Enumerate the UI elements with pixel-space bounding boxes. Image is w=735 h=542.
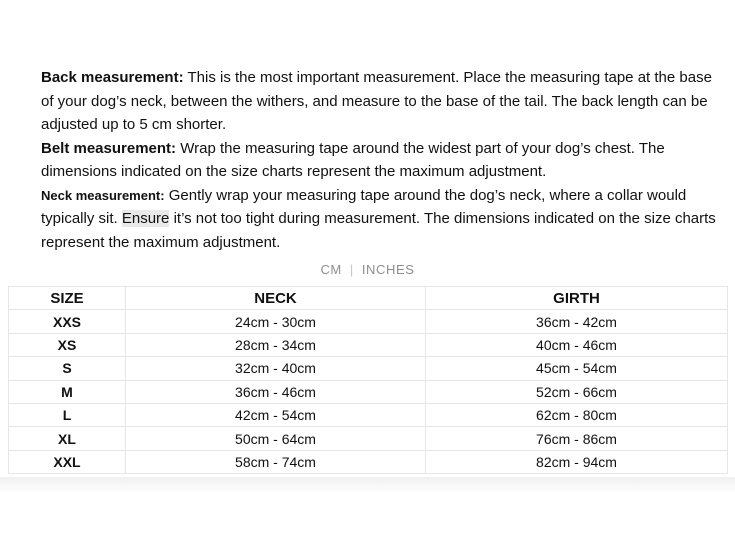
unit-toggle-separator: | [349,262,354,277]
measurement-guide [41,66,719,254]
girth-cell: 40cm - 46cm [426,333,728,356]
girth-cell: 82cm - 94cm [426,450,728,473]
table-row [9,333,728,356]
neck-cell: 50cm - 64cm [126,427,426,450]
girth-cell: 62cm - 80cm [426,403,728,426]
size-cell: XL [9,427,126,450]
col-header-girth: GIRTH [426,287,728,310]
highlighted-word: Ensure [121,210,170,227]
neck-measurement-text-before: Gently wrap your measuring tape around the dog’s neck, where a collar would typically sit. [41,186,687,227]
size-cell: XXS [9,310,126,333]
unit-toggle [0,262,735,277]
back-measurement-text: This is the most important measurement. Place the measuring tape at the base of your dog’s neck, between the withers, and measure to the base of the tail. The back length can be adjusted up to 5 cm shorter. [41,69,712,133]
size-cell: S [9,357,126,380]
size-cell: XS [9,333,126,356]
table-header-row [9,287,728,310]
girth-cell: 52cm - 66cm [426,380,728,403]
neck-measurement-text-after: it’s not too tight during measurement. The dimensions indicated on the size charts represent the maximum adjustment. [41,210,716,251]
table-row [9,450,728,473]
neck-cell: 24cm - 30cm [126,310,426,333]
size-cell: L [9,403,126,426]
girth-cell: 36cm - 42cm [426,310,728,333]
belt-measurement-text: Wrap the measuring tape around the widest part of your dog’s chest. The dimensions indicated on the size charts represent the maximum adjustment. [41,139,665,180]
size-chart-table [8,286,728,474]
belt-measurement-paragraph [41,137,719,184]
size-cell: XXL [9,450,126,473]
girth-cell: 45cm - 54cm [426,357,728,380]
back-measurement-label: Back measurement: [41,69,184,86]
neck-cell: 36cm - 46cm [126,380,426,403]
neck-cell: 32cm - 40cm [126,357,426,380]
unit-option-cm[interactable]: CM [320,262,342,277]
table-row [9,380,728,403]
table-row [9,403,728,426]
unit-option-inches[interactable]: INCHES [361,262,415,277]
table-row [9,310,728,333]
belt-measurement-label: Belt measurement: [41,139,177,157]
neck-cell: 58cm - 74cm [126,450,426,473]
back-measurement-paragraph [41,66,719,137]
neck-measurement-paragraph [41,184,719,255]
table-row [9,427,728,450]
neck-measurement-label: Neck measurement: [41,187,165,203]
section-divider-shadow [0,477,735,494]
neck-cell: 28cm - 34cm [126,333,426,356]
girth-cell: 76cm - 86cm [426,427,728,450]
col-header-size: SIZE [9,287,126,310]
table-row [9,357,728,380]
size-cell: M [9,380,126,403]
neck-cell: 42cm - 54cm [126,403,426,426]
col-header-neck: NECK [126,287,426,310]
